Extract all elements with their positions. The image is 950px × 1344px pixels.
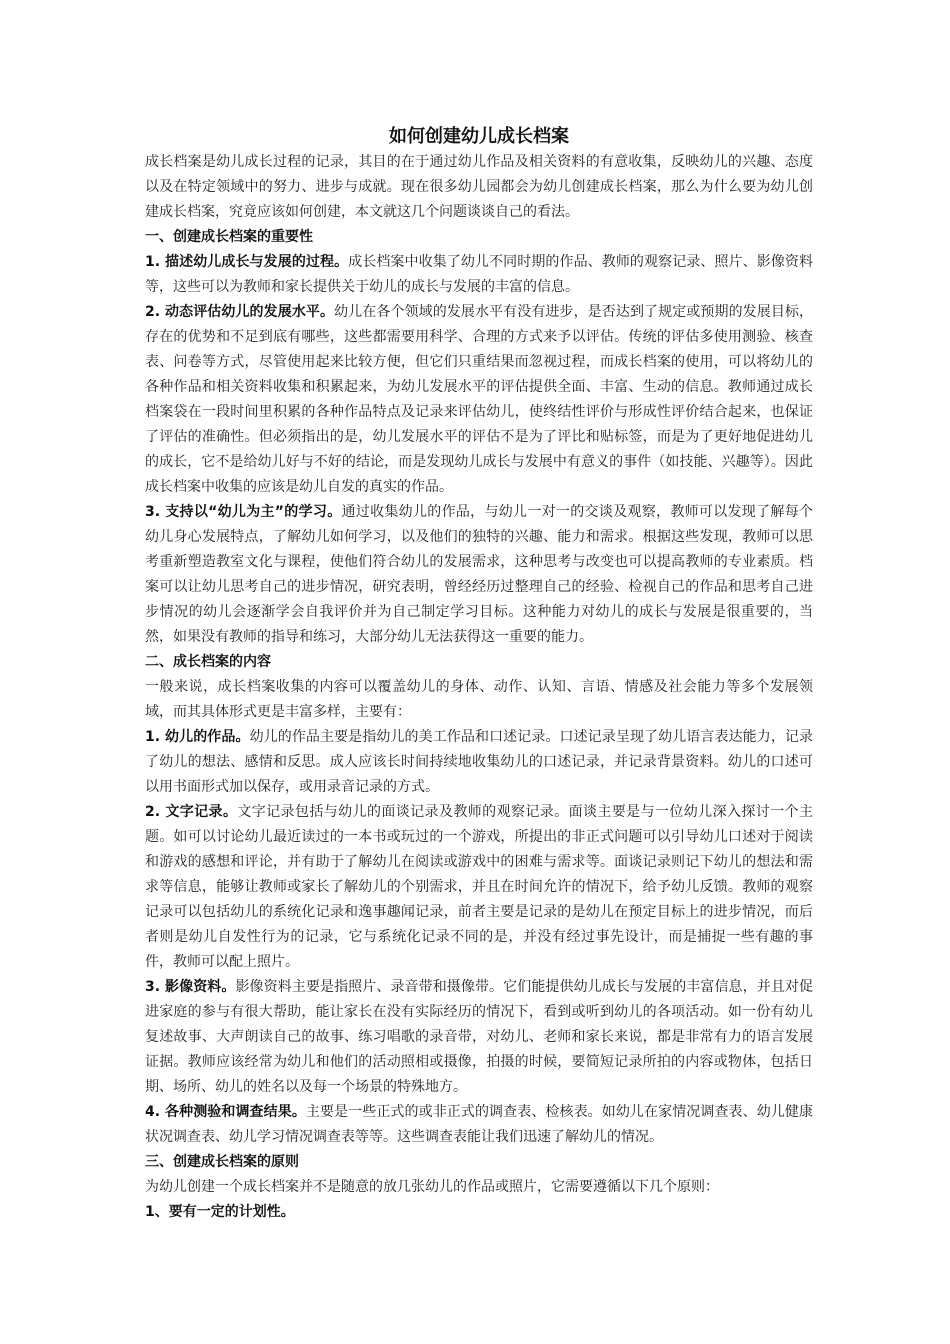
- content-item-1: [145, 725, 813, 800]
- importance-item-2: [145, 300, 813, 500]
- item-lead: 1. 描述幼儿成长与发展的过程。: [145, 254, 349, 270]
- principle-item-1: 1、要有一定的计划性。: [145, 1204, 295, 1220]
- item-lead: 2. 动态评估幼儿的发展水平。: [145, 304, 335, 320]
- item-text: 主要是一些正式的或非正式的调查表、检核表。如幼儿在家情况调查表、幼儿健康状况调查表、幼儿学习情况调查表等等。这些调查表能让我们迅速了解幼儿的情况。: [145, 1104, 813, 1145]
- principles-intro-paragraph: 为幼儿创建一个成长档案并不是随意的放几张幼儿的作品或照片，它需要遵循以下几个原则：: [145, 1179, 719, 1195]
- item-text: 文字记录包括与幼儿的面谈记录及教师的观察记录。面谈主要是与一位幼儿深入探讨一个主题。如可以讨论幼儿最近读过的一本书或玩过的一个游戏，所提出的非正式问题可以引导幼儿口述对于阅读和游戏的感想和评论，并有助于了解幼儿在阅读或游戏中的困难与需求等。面谈记录则记下幼儿的想法和需求等信息，能够让教师或家长了解幼儿的个别需求，并且在时间允许的情况下，给予幼儿反馈。教师的观察记录可以包括幼儿的系统化记录和逸事趣闻记录，前者主要是记录的是幼儿在预定目标上的进步情况，而后者则是幼儿自发性行为的记录，它与系统化记录不同的是，并没有经过事先设计，而是捕捉一些有趣的事件，教师可以配上照片。: [145, 804, 813, 970]
- content-item-4: [145, 1100, 813, 1150]
- item-lead: 3. 影像资料。: [145, 979, 236, 995]
- item-lead: 2. 文字记录。: [145, 804, 238, 820]
- item-text: 幼儿的作品主要是指幼儿的美工作品和口述记录。口述记录呈现了幼儿语言表达能力，记录了幼儿的想法、感情和反思。成人应该长时间持续地收集幼儿的口述记录，并记录背景资料。幼儿的口述可以用书面形式加以保存，或用录音记录的方式。: [145, 729, 814, 795]
- item-text: 幼儿在各个领域的发展水平有没有进步，是否达到了规定或预期的发展目标，存在的优势和不足到底有哪些，这些都需要用科学、合理的方式来予以评估。传统的评估多使用测验、核查表、问卷等方式，尽管使用起来比较方便，但它们只重结果而忽视过程，而成长档案的使用，可以将幼儿的各种作品和相关资料收集和积累起来，为幼儿发展水平的评估提供全面、丰富、生动的信息。教师通过成长档案袋在一段时间里积累的各种作品特点及记录来评估幼儿，使终结性评价与形成性评价结合起来，也保证了评估的准确性。但必须指出的是，幼儿发展水平的评估不是为了评比和贴标签，而是为了更好地促进幼儿的成长，它不是给幼儿好与不好的结论，而是发现幼儿成长与发展中有意义的事件（如技能、兴趣等）。因此成长档案中收集的应该是幼儿自发的真实的作品。: [145, 304, 814, 495]
- section-heading-principles: 三、创建成长档案的原则: [145, 1154, 299, 1170]
- importance-item-3: [145, 500, 813, 650]
- item-text: 成长档案中收集了幼儿不同时期的作品、教师的观察记录、照片、影像资料等，这些可以为教师和家长提供关于幼儿的成长与发展的丰富的信息。: [145, 254, 813, 295]
- item-lead: 4. 各种测验和调查结果。: [145, 1104, 306, 1120]
- item-text: 影像资料主要是指照片、录音带和摄像带。它们能提供幼儿成长与发展的丰富信息，并且对促进家庭的参与有很大帮助，能让家长在没有实际经历的情况下，看到或听到幼儿的各项活动。如一份有幼儿复述故事、大声朗读自己的故事、练习唱歌的录音带，对幼儿、老师和家长来说，都是非常有力的语言发展证据。教师应该经常为幼儿和他们的活动照相或摄像，拍摄的时候，要简短记录所拍的内容或物体，包括日期、场所、幼儿的姓名以及每一个场景的特殊地方。: [145, 979, 813, 1095]
- item-text: 通过收集幼儿的作品，与幼儿一对一的交谈及观察，教师可以发现了解每个幼儿身心发展特点，了解幼儿如何学习，以及他们的独特的兴趣、能力和需求。根据这些发现，教师可以思考重新塑造教室文化与课程，使他们符合幼儿的发展需求，这种思考与改变也可以提高教师的专业素质。档案可以让幼儿思考自己的进步情况，研究表明，曾经经历过整理自己的经验、检视自己的作品和思考自己进步情况的幼儿会逐渐学会自我评价并为自己制定学习目标。这种能力对幼儿的成长与发展是很重要的，当然，如果没有教师的指导和练习，大部分幼儿无法获得这一重要的能力。: [145, 504, 813, 645]
- document-page: [145, 124, 813, 1225]
- importance-item-1: [145, 250, 813, 300]
- item-lead: 3. 支持以“幼儿为主”的学习。: [145, 504, 342, 520]
- item-lead: 1. 幼儿的作品。: [145, 729, 250, 745]
- content-intro-paragraph: 一般来说，成长档案收集的内容可以覆盖幼儿的身体、动作、认知、言语、情感及社会能力等多个发展领域，而其具体形式更是丰富多样，主要有：: [145, 679, 813, 720]
- content-item-3: [145, 975, 813, 1100]
- section-heading-importance: 一、创建成长档案的重要性: [145, 229, 313, 245]
- content-item-2: [145, 800, 813, 975]
- section-heading-content: 二、成长档案的内容: [145, 654, 271, 670]
- intro-paragraph: 成长档案是幼儿成长过程的记录，其目的在于通过幼儿作品及相关资料的有意收集，反映幼儿的兴趣、态度以及在特定领域中的努力、进步与成就。现在很多幼儿园都会为幼儿创建成长档案，那么为什么要为幼儿创建成长档案，究竟应该如何创建，本文就这几个问题谈谈自己的看法。: [145, 154, 813, 220]
- document-title: 如何创建幼儿成长档案: [389, 126, 569, 147]
